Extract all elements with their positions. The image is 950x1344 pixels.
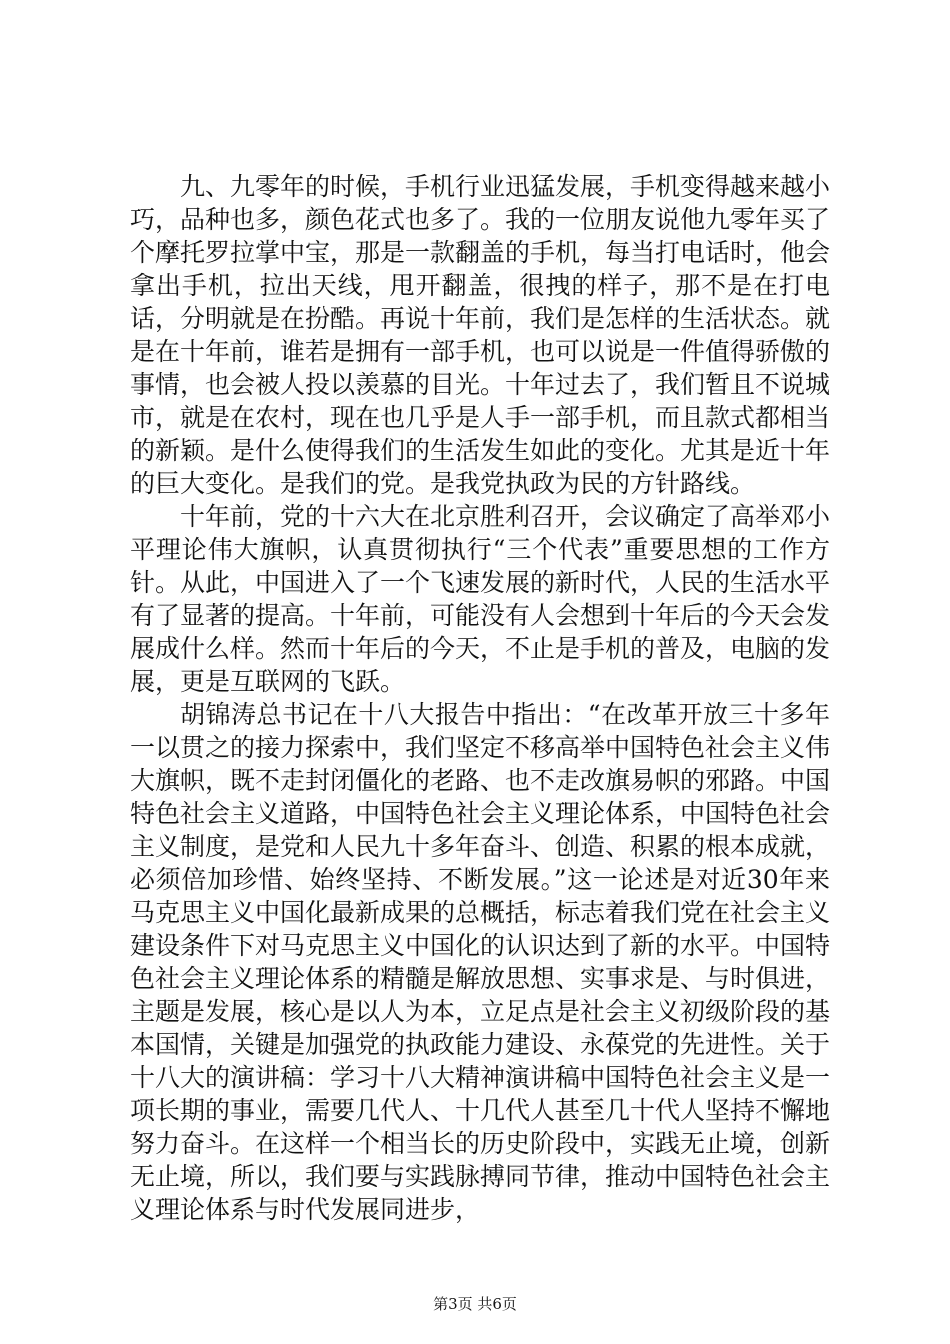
paragraph: 胡锦涛总书记在十八大报告中指出：“在改革开放三十多年一以贯之的接力探索中，我们坚定不移高举中国特色社会主义伟大旗帜，既不走封闭僵化的老路、也不走改旗易帜的邪路。中国特色社会主义道路，中国特色社会主义理论体系，中国特色社会主义制度，是党和人民九十多年奋斗、创造、积累的根本成就，必须倍加珍惜、始终坚持、不断发展。”这一论述是对近30年来马克思主义中国化最新成果的总概括，标志着我们党在社会主义建设条件下对马克思主义中国化的认识达到了新的水平。中国特色社会主义理论体系的精髓是解放思想、实事求是、与时俱进，主题是发展，核心是以人为本，立足点是社会主义初级阶段的基本国情，关键是加强党的执政能力建设、永葆党的先进性。关于十八大的演讲稿：学习十八大精神演讲稿中国特色社会主义是一项长期的事业，需要几代人、十几代人甚至几十代人坚持不懈地努力奋斗。在这样一个相当长的历史阶段中，实践无止境，创新无止境，所以，我们要与实践脉搏同节律，推动中国特色社会主义理论体系与时代发展同进步，	[130, 700, 831, 1224]
paragraph: 十年前，党的十六大在北京胜利召开，会议确定了高举邓小平理论伟大旗帜，认真贯彻执行“三个代表”重要思想的工作方针。从此，中国进入了一个飞速发展的新时代，人民的生活水平有了显著的提高。十年前，可能没有人会想到十年后的今天会发展成什么样。然而十年后的今天，不止是手机的普及，电脑的发展，更是互联网的飞跃。	[130, 502, 831, 696]
document-body	[130, 170, 830, 1226]
page-number-footer: 第3页 共6页	[433, 1295, 517, 1313]
paragraph: 九、九零年的时候，手机行业迅猛发展，手机变得越来越小巧，品种也多，颜色花式也多了。我的一位朋友说他九零年买了个摩托罗拉掌中宝，那是一款翻盖的手机，每当打电话时，他会拿出手机，拉出天线，甩开翻盖，很拽的样子，那不是在打电话，分明就是在扮酷。再说十年前，我们是怎样的生活状态。就是在十年前，谁若是拥有一部手机，也可以说是一件值得骄傲的事情，也会被人投以羡慕的目光。十年过去了，我们暂且不说城市，就是在农村，现在也几乎是人手一部手机，而且款式都相当的新颖。是什么使得我们的生活发生如此的变化。尤其是近十年的巨大变化。是我们的党。是我党执政为民的方针路线。	[130, 172, 831, 498]
